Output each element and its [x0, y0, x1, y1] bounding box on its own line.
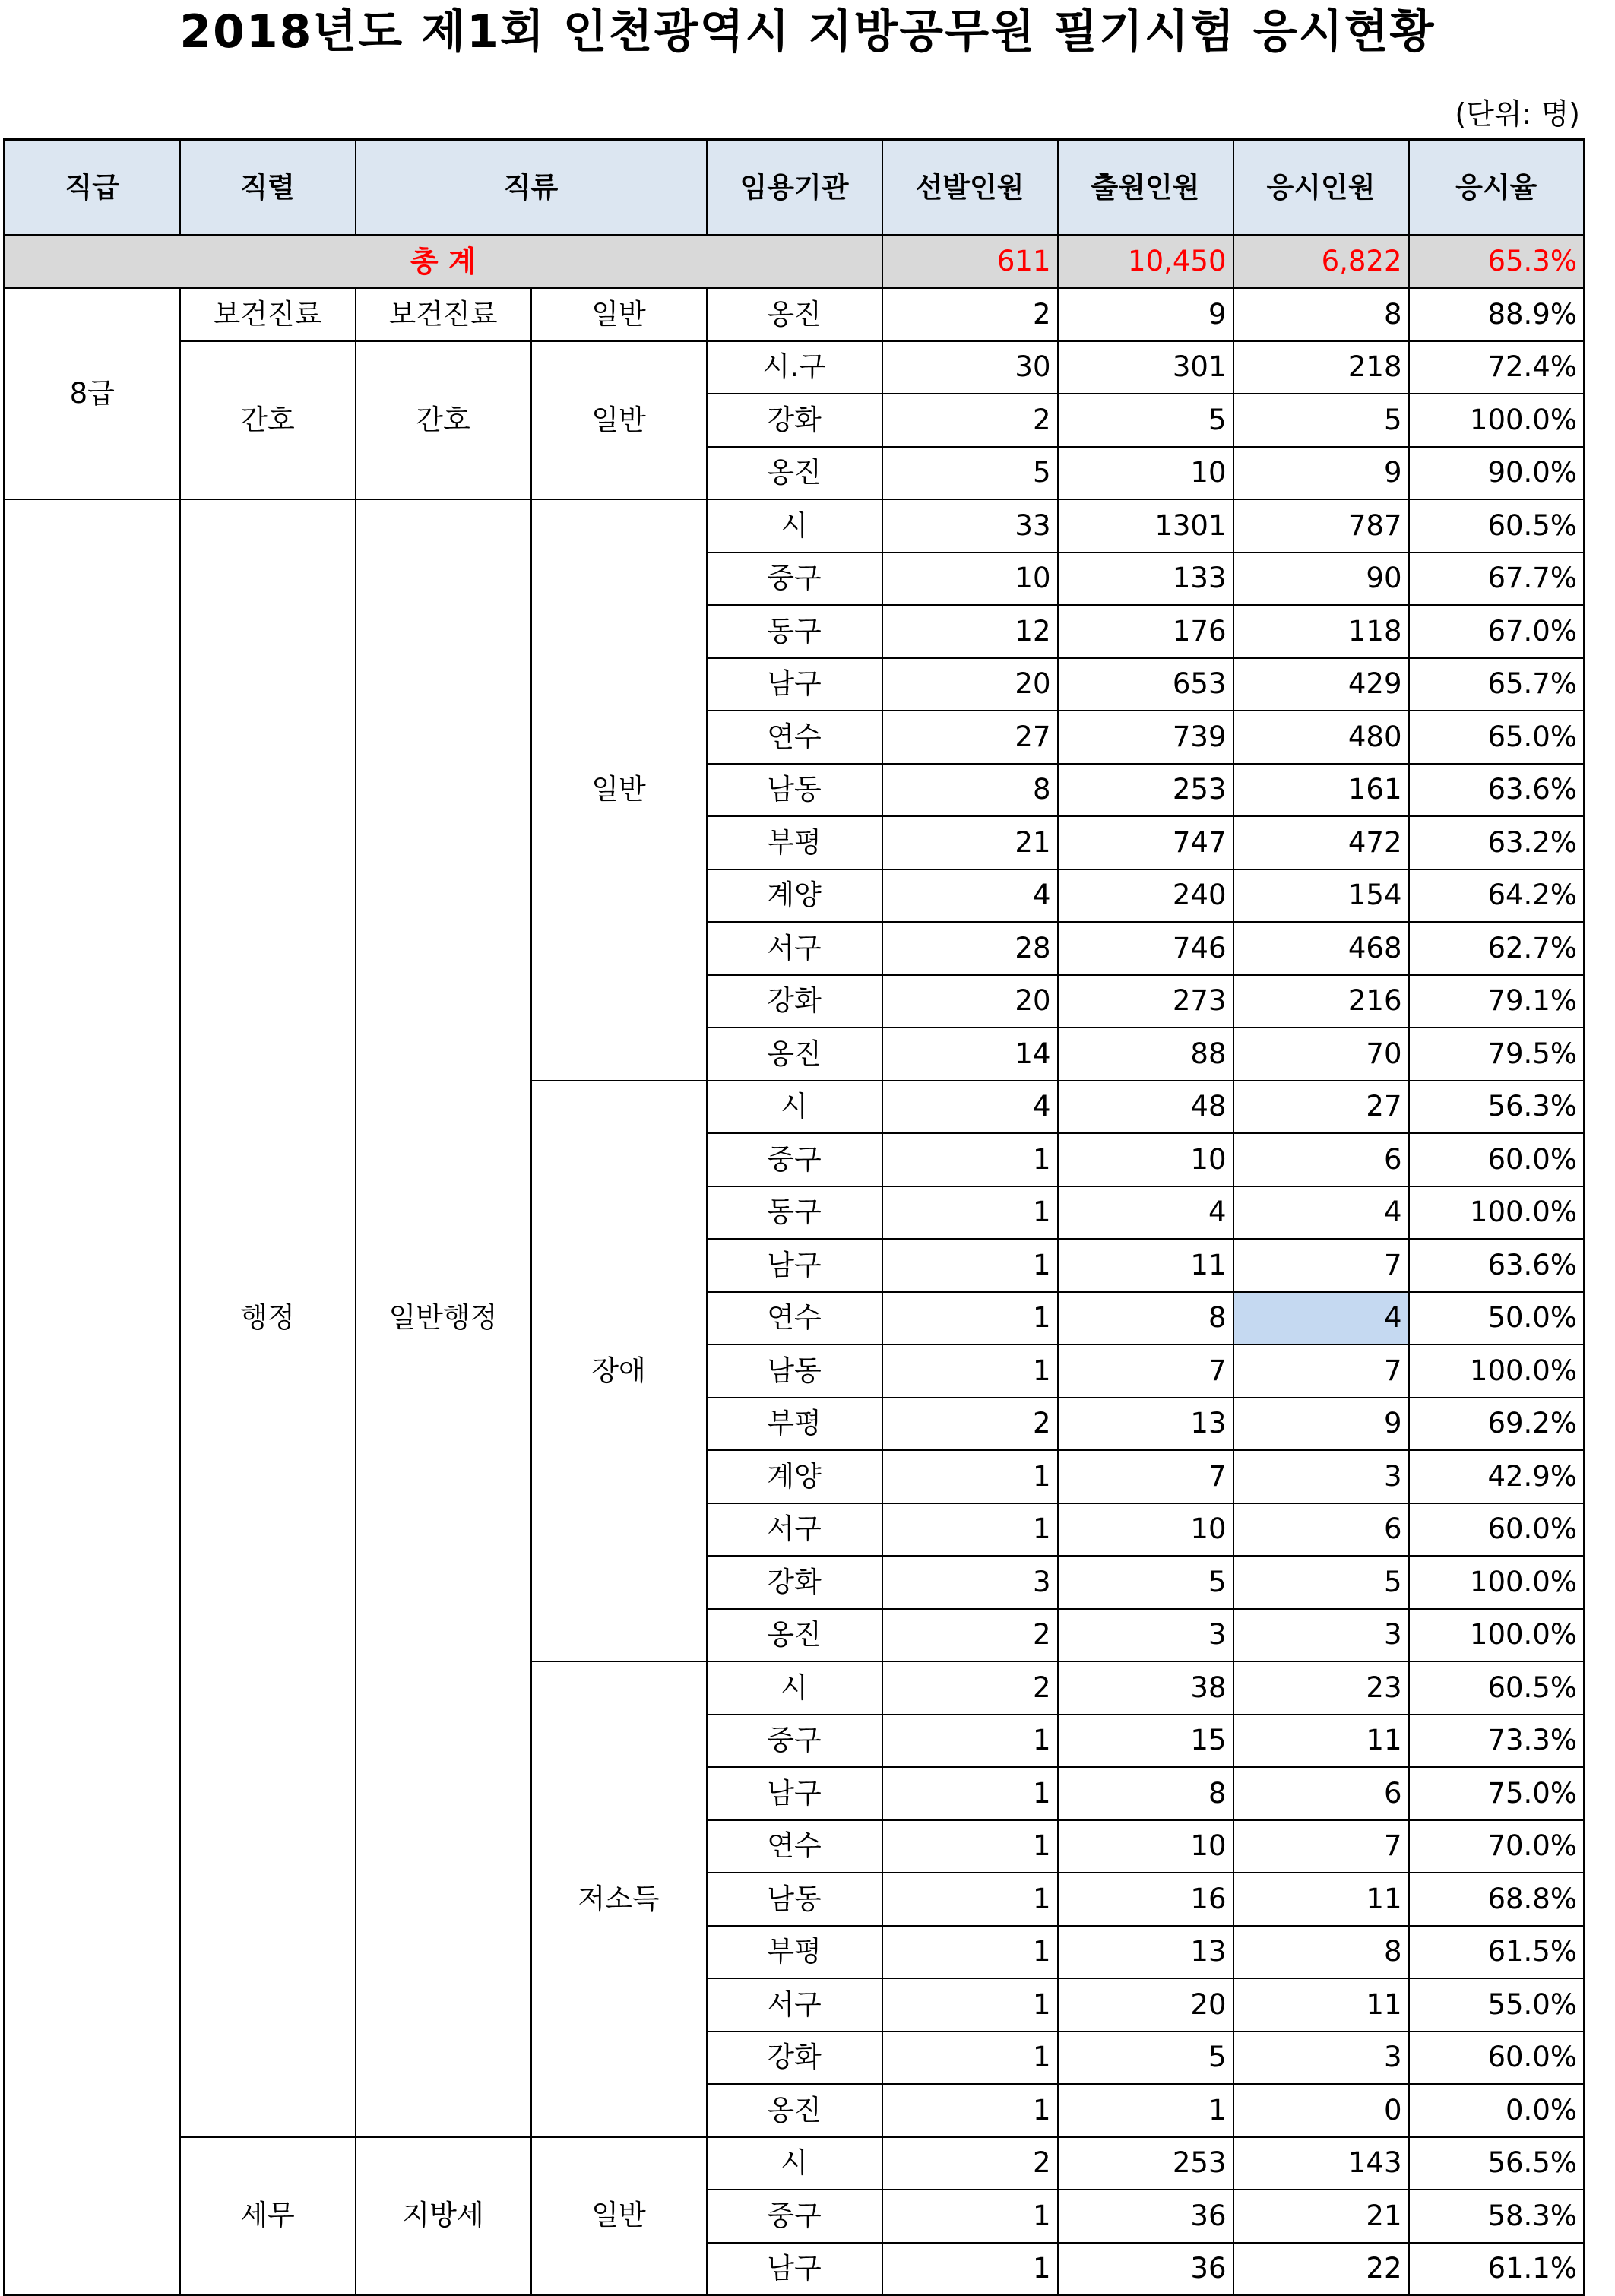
quota-cell[interactable]: 1: [882, 1873, 1058, 1926]
quota-cell[interactable]: 2: [882, 288, 1058, 341]
examinees-cell[interactable]: 216: [1233, 975, 1409, 1028]
applicants-cell[interactable]: 7: [1058, 1344, 1233, 1398]
table-row: [5, 499, 1585, 553]
agency-cell[interactable]: 남구: [707, 1767, 882, 1820]
rate-cell[interactable]: 73.3%: [1409, 1715, 1585, 1767]
agency-cell[interactable]: 중구: [707, 553, 882, 605]
examinees-cell[interactable]: 787: [1233, 499, 1409, 553]
quota-cell[interactable]: 1: [882, 1450, 1058, 1503]
examinees-cell[interactable]: 11: [1233, 1715, 1409, 1767]
quota-cell[interactable]: 21: [882, 816, 1058, 869]
quota-cell[interactable]: 1: [882, 1344, 1058, 1398]
agency-cell[interactable]: 계양: [707, 869, 882, 922]
rate-cell[interactable]: 69.2%: [1409, 1398, 1585, 1450]
examinees-cell[interactable]: 9: [1233, 447, 1409, 499]
examinees-cell[interactable]: 0: [1233, 2084, 1409, 2137]
examinees-cell[interactable]: 8: [1233, 288, 1409, 341]
applicants-cell[interactable]: 133: [1058, 553, 1233, 605]
quota-cell[interactable]: 1: [882, 1767, 1058, 1820]
applicants-cell[interactable]: 1: [1058, 2084, 1233, 2137]
rate-cell[interactable]: 70.0%: [1409, 1820, 1585, 1873]
quota-cell[interactable]: 1: [882, 1292, 1058, 1344]
quota-cell[interactable]: 1: [882, 1926, 1058, 1978]
quota-cell[interactable]: 1: [882, 2032, 1058, 2084]
examinees-cell[interactable]: 4: [1233, 1186, 1409, 1239]
recruit-type-cell[interactable]: 일반: [531, 499, 707, 1081]
examinees-cell[interactable]: 27: [1233, 1081, 1409, 1133]
rate-cell[interactable]: 67.0%: [1409, 605, 1585, 658]
examinees-cell[interactable]: 218: [1233, 341, 1409, 394]
quota-cell[interactable]: 5: [882, 447, 1058, 499]
class-cell[interactable]: 간호: [356, 341, 531, 499]
agency-cell[interactable]: 연수: [707, 711, 882, 764]
applicants-cell[interactable]: 10: [1058, 1503, 1233, 1556]
agency-cell[interactable]: 연수: [707, 1820, 882, 1873]
agency-cell[interactable]: 남동: [707, 1873, 882, 1926]
applicants-cell[interactable]: 48: [1058, 1081, 1233, 1133]
examinees-cell[interactable]: 161: [1233, 764, 1409, 816]
agency-cell[interactable]: 옹진: [707, 2084, 882, 2137]
rate-cell[interactable]: 60.0%: [1409, 2032, 1585, 2084]
examinees-cell[interactable]: 8: [1233, 1926, 1409, 1978]
applicants-cell[interactable]: 36: [1058, 2190, 1233, 2243]
quota-cell[interactable]: 2: [882, 1398, 1058, 1450]
applicants-cell[interactable]: 10: [1058, 447, 1233, 499]
rate-cell[interactable]: 79.1%: [1409, 975, 1585, 1028]
examinees-cell[interactable]: 23: [1233, 1661, 1409, 1715]
examinees-cell[interactable]: 154: [1233, 869, 1409, 922]
applicants-cell[interactable]: 8: [1058, 1292, 1233, 1344]
page-title: 2018년도 제1회 인천광역시 지방공무원 필기시험 응시현황: [179, 5, 1436, 59]
header-grade[interactable]: 직급: [5, 140, 180, 236]
quota-cell[interactable]: 1: [882, 1186, 1058, 1239]
rate-cell[interactable]: 63.2%: [1409, 816, 1585, 869]
applicants-cell[interactable]: 13: [1058, 1398, 1233, 1450]
examinees-cell[interactable]: 70: [1233, 1028, 1409, 1081]
rate-cell[interactable]: 79.5%: [1409, 1028, 1585, 1081]
grade-cell[interactable]: [5, 499, 180, 2295]
rate-cell[interactable]: 75.0%: [1409, 1767, 1585, 1820]
rate-cell[interactable]: 65.7%: [1409, 658, 1585, 711]
series-cell[interactable]: 세무: [180, 2137, 356, 2295]
applicants-cell[interactable]: 1301: [1058, 499, 1233, 553]
agency-cell[interactable]: 계양: [707, 1450, 882, 1503]
agency-cell[interactable]: 중구: [707, 1133, 882, 1186]
rate-cell[interactable]: 56.5%: [1409, 2137, 1585, 2190]
recruit-type-cell[interactable]: 저소득: [531, 1661, 707, 2137]
rate-cell[interactable]: 100.0%: [1409, 1609, 1585, 1661]
quota-cell[interactable]: 1: [882, 1503, 1058, 1556]
rate-cell[interactable]: 68.8%: [1409, 1873, 1585, 1926]
rate-cell[interactable]: 72.4%: [1409, 341, 1585, 394]
agency-cell[interactable]: 옹진: [707, 447, 882, 499]
examinees-cell[interactable]: 472: [1233, 816, 1409, 869]
quota-cell[interactable]: 2: [882, 1661, 1058, 1715]
quota-cell[interactable]: 4: [882, 869, 1058, 922]
agency-cell[interactable]: 부평: [707, 816, 882, 869]
quota-cell[interactable]: 4: [882, 1081, 1058, 1133]
agency-cell[interactable]: 중구: [707, 1715, 882, 1767]
rate-cell[interactable]: 67.7%: [1409, 553, 1585, 605]
quota-cell[interactable]: 1: [882, 1133, 1058, 1186]
grade-cell[interactable]: 8급: [5, 288, 180, 499]
agency-cell[interactable]: 남구: [707, 1239, 882, 1292]
applicants-cell[interactable]: 4: [1058, 1186, 1233, 1239]
examinees-cell[interactable]: 5: [1233, 394, 1409, 447]
recruit-type-cell[interactable]: 장애: [531, 1081, 707, 1661]
agency-cell[interactable]: 서구: [707, 1978, 882, 2032]
table-body: [5, 288, 1585, 2295]
rate-cell[interactable]: 100.0%: [1409, 1186, 1585, 1239]
agency-cell[interactable]: 시: [707, 1081, 882, 1133]
rate-cell[interactable]: 63.6%: [1409, 1239, 1585, 1292]
examinees-cell[interactable]: 4: [1233, 1292, 1409, 1344]
agency-cell[interactable]: 옹진: [707, 1609, 882, 1661]
applicants-cell[interactable]: 739: [1058, 711, 1233, 764]
applicants-cell[interactable]: 9: [1058, 288, 1233, 341]
rate-cell[interactable]: 90.0%: [1409, 447, 1585, 499]
rate-cell[interactable]: 61.1%: [1409, 2243, 1585, 2295]
applicants-cell[interactable]: 653: [1058, 658, 1233, 711]
rate-cell[interactable]: 63.6%: [1409, 764, 1585, 816]
agency-cell[interactable]: 남동: [707, 1344, 882, 1398]
applicants-cell[interactable]: 747: [1058, 816, 1233, 869]
unit-label: (단위: 명): [1455, 97, 1580, 131]
quota-cell[interactable]: 20: [882, 658, 1058, 711]
quota-cell[interactable]: 28: [882, 922, 1058, 975]
rate-cell[interactable]: 60.0%: [1409, 1503, 1585, 1556]
recruit-type-cell[interactable]: 일반: [531, 2137, 707, 2295]
rate-cell[interactable]: 100.0%: [1409, 394, 1585, 447]
table-header: [5, 140, 1585, 288]
rate-cell[interactable]: 88.9%: [1409, 288, 1585, 341]
examinees-cell[interactable]: 22: [1233, 2243, 1409, 2295]
rate-cell[interactable]: 61.5%: [1409, 1926, 1585, 1978]
agency-cell[interactable]: 시: [707, 1661, 882, 1715]
total-quota[interactable]: 611: [882, 236, 1058, 288]
examinees-cell[interactable]: 143: [1233, 2137, 1409, 2190]
series-cell[interactable]: 간호: [180, 341, 356, 499]
agency-cell[interactable]: 연수: [707, 1292, 882, 1344]
class-cell[interactable]: 보건진료: [356, 288, 531, 341]
applicants-cell[interactable]: 15: [1058, 1715, 1233, 1767]
total-rate[interactable]: 65.3%: [1409, 236, 1585, 288]
agency-cell[interactable]: 시: [707, 2137, 882, 2190]
applicants-cell[interactable]: 36: [1058, 2243, 1233, 2295]
agency-cell[interactable]: 옹진: [707, 288, 882, 341]
class-cell[interactable]: 지방세: [356, 2137, 531, 2295]
rate-cell[interactable]: 62.7%: [1409, 922, 1585, 975]
quota-cell[interactable]: 2: [882, 1609, 1058, 1661]
agency-cell[interactable]: 부평: [707, 1926, 882, 1978]
examinees-cell[interactable]: 3: [1233, 2032, 1409, 2084]
examinees-cell[interactable]: 9: [1233, 1398, 1409, 1450]
examinees-cell[interactable]: 21: [1233, 2190, 1409, 2243]
header-quota[interactable]: 선발인원: [882, 140, 1058, 236]
rate-cell[interactable]: 100.0%: [1409, 1344, 1585, 1398]
header-job-class[interactable]: 직류: [356, 140, 707, 236]
total-applicants[interactable]: 10,450: [1058, 236, 1233, 288]
recruit-type-cell[interactable]: 일반: [531, 341, 707, 499]
table-row: [5, 288, 1585, 341]
quota-cell[interactable]: 1: [882, 1715, 1058, 1767]
applicants-cell[interactable]: 746: [1058, 922, 1233, 975]
table-row: [5, 2137, 1585, 2190]
examinees-cell[interactable]: 429: [1233, 658, 1409, 711]
agency-cell[interactable]: 강화: [707, 394, 882, 447]
quota-cell[interactable]: 14: [882, 1028, 1058, 1081]
applicants-cell[interactable]: 88: [1058, 1028, 1233, 1081]
applicants-cell[interactable]: 5: [1058, 1556, 1233, 1609]
class-cell[interactable]: 일반행정: [356, 499, 531, 2137]
exam-status-table: [3, 138, 1585, 2296]
agency-cell[interactable]: 시.구: [707, 341, 882, 394]
agency-cell[interactable]: 동구: [707, 1186, 882, 1239]
examinees-cell[interactable]: 3: [1233, 1450, 1409, 1503]
examinees-cell[interactable]: 11: [1233, 1978, 1409, 2032]
quota-cell[interactable]: 1: [882, 1239, 1058, 1292]
applicants-cell[interactable]: 273: [1058, 975, 1233, 1028]
rate-cell[interactable]: 56.3%: [1409, 1081, 1585, 1133]
examinees-cell[interactable]: 7: [1233, 1820, 1409, 1873]
applicants-cell[interactable]: 240: [1058, 869, 1233, 922]
applicants-cell[interactable]: 38: [1058, 1661, 1233, 1715]
examinees-cell[interactable]: 5: [1233, 1556, 1409, 1609]
quota-cell[interactable]: 1: [882, 1820, 1058, 1873]
quota-cell[interactable]: 2: [882, 2137, 1058, 2190]
rate-cell[interactable]: 50.0%: [1409, 1292, 1585, 1344]
examinees-cell[interactable]: 11: [1233, 1873, 1409, 1926]
rate-cell[interactable]: 100.0%: [1409, 1556, 1585, 1609]
rate-cell[interactable]: 0.0%: [1409, 2084, 1585, 2137]
applicants-cell[interactable]: 20: [1058, 1978, 1233, 2032]
quota-cell[interactable]: 1: [882, 1978, 1058, 2032]
agency-cell[interactable]: 시: [707, 499, 882, 553]
header-series[interactable]: 직렬: [180, 140, 356, 236]
quota-cell[interactable]: 1: [882, 2084, 1058, 2137]
rate-cell[interactable]: 64.2%: [1409, 869, 1585, 922]
total-examinees[interactable]: 6,822: [1233, 236, 1409, 288]
rate-cell[interactable]: 42.9%: [1409, 1450, 1585, 1503]
quota-cell[interactable]: 8: [882, 764, 1058, 816]
examinees-cell[interactable]: 7: [1233, 1344, 1409, 1398]
agency-cell[interactable]: 서구: [707, 922, 882, 975]
examinees-cell[interactable]: 3: [1233, 1609, 1409, 1661]
applicants-cell[interactable]: 253: [1058, 764, 1233, 816]
rate-cell[interactable]: 60.5%: [1409, 1661, 1585, 1715]
rate-cell[interactable]: 58.3%: [1409, 2190, 1585, 2243]
series-cell[interactable]: 보건진료: [180, 288, 356, 341]
rate-cell[interactable]: 65.0%: [1409, 711, 1585, 764]
applicants-cell[interactable]: 253: [1058, 2137, 1233, 2190]
applicants-cell[interactable]: 11: [1058, 1239, 1233, 1292]
rate-cell[interactable]: 60.0%: [1409, 1133, 1585, 1186]
table-row: [5, 341, 1585, 394]
agency-cell[interactable]: 남구: [707, 658, 882, 711]
quota-cell[interactable]: 1: [882, 2190, 1058, 2243]
header-agency[interactable]: 임용기관: [707, 140, 882, 236]
examinees-cell[interactable]: 468: [1233, 922, 1409, 975]
agency-cell[interactable]: 강화: [707, 1556, 882, 1609]
agency-cell[interactable]: 부평: [707, 1398, 882, 1450]
agency-cell[interactable]: 강화: [707, 975, 882, 1028]
applicants-cell[interactable]: 176: [1058, 605, 1233, 658]
applicants-cell[interactable]: 301: [1058, 341, 1233, 394]
total-label[interactable]: 총 계: [5, 236, 882, 288]
quota-cell[interactable]: 33: [882, 499, 1058, 553]
agency-cell[interactable]: 남동: [707, 764, 882, 816]
header-examinees[interactable]: 응시인원: [1233, 140, 1409, 236]
quota-cell[interactable]: 3: [882, 1556, 1058, 1609]
examinees-cell[interactable]: 7: [1233, 1239, 1409, 1292]
quota-cell[interactable]: 20: [882, 975, 1058, 1028]
quota-cell[interactable]: 1: [882, 2243, 1058, 2295]
examinees-cell[interactable]: 6: [1233, 1767, 1409, 1820]
applicants-cell[interactable]: 10: [1058, 1133, 1233, 1186]
examinees-cell[interactable]: 480: [1233, 711, 1409, 764]
applicants-cell[interactable]: 8: [1058, 1767, 1233, 1820]
applicants-cell[interactable]: 10: [1058, 1820, 1233, 1873]
header-rate[interactable]: 응시율: [1409, 140, 1585, 236]
examinees-cell[interactable]: 6: [1233, 1503, 1409, 1556]
quota-cell[interactable]: 12: [882, 605, 1058, 658]
total-row: [5, 236, 1585, 288]
rate-cell[interactable]: 55.0%: [1409, 1978, 1585, 2032]
applicants-cell[interactable]: 3: [1058, 1609, 1233, 1661]
examinees-cell[interactable]: 90: [1233, 553, 1409, 605]
applicants-cell[interactable]: 5: [1058, 394, 1233, 447]
applicants-cell[interactable]: 13: [1058, 1926, 1233, 1978]
series-cell[interactable]: 행정: [180, 499, 356, 2137]
agency-cell[interactable]: 동구: [707, 605, 882, 658]
agency-cell[interactable]: 옹진: [707, 1028, 882, 1081]
applicants-cell[interactable]: 5: [1058, 2032, 1233, 2084]
examinees-cell[interactable]: 6: [1233, 1133, 1409, 1186]
applicants-cell[interactable]: 16: [1058, 1873, 1233, 1926]
quota-cell[interactable]: 2: [882, 394, 1058, 447]
recruit-type-cell[interactable]: 일반: [531, 288, 707, 341]
header-applicants[interactable]: 출원인원: [1058, 140, 1233, 236]
header-row: [5, 140, 1585, 236]
applicants-cell[interactable]: 7: [1058, 1450, 1233, 1503]
quota-cell[interactable]: 30: [882, 341, 1058, 394]
examinees-cell[interactable]: 118: [1233, 605, 1409, 658]
agency-cell[interactable]: 중구: [707, 2190, 882, 2243]
agency-cell[interactable]: 서구: [707, 1503, 882, 1556]
agency-cell[interactable]: 강화: [707, 2032, 882, 2084]
rate-cell[interactable]: 60.5%: [1409, 499, 1585, 553]
quota-cell[interactable]: 27: [882, 711, 1058, 764]
quota-cell[interactable]: 10: [882, 553, 1058, 605]
agency-cell[interactable]: 남구: [707, 2243, 882, 2295]
